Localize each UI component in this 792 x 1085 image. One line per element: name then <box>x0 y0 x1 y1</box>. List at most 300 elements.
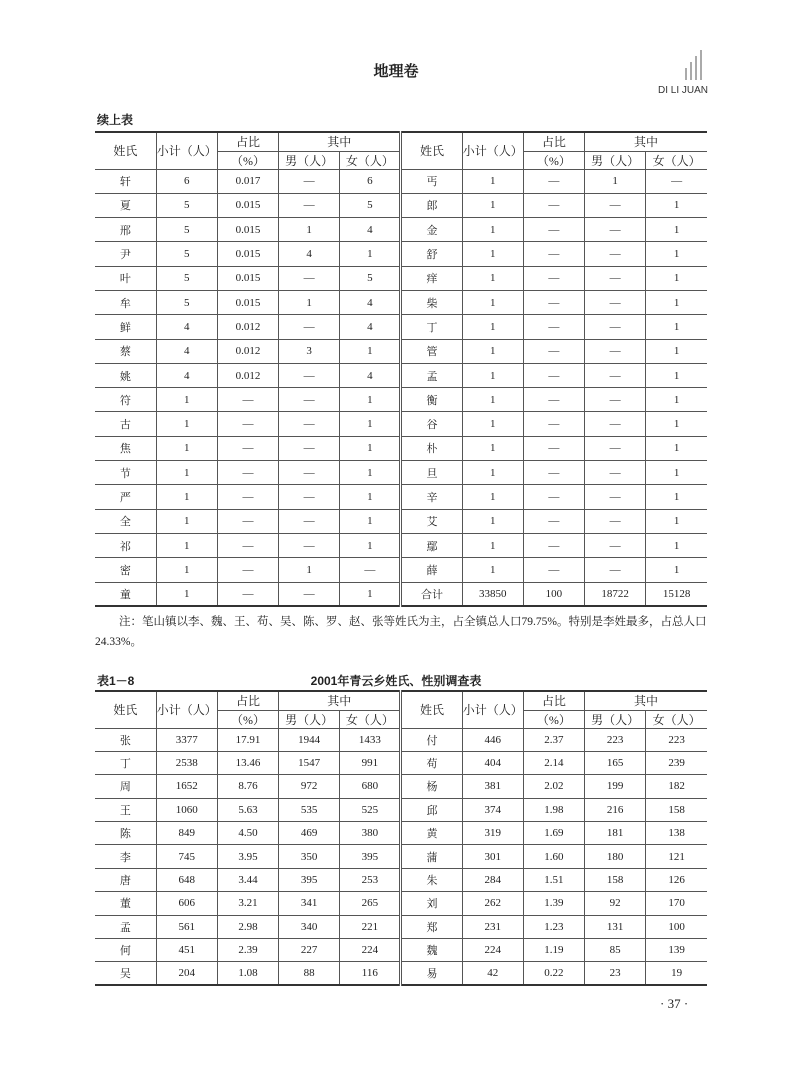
cell-subtotal: 319 <box>462 822 523 845</box>
cell-ratio: — <box>523 509 584 533</box>
header-of-which: 其中 <box>585 132 708 151</box>
cell-male: — <box>585 533 646 557</box>
cell-surname: 付 <box>401 728 462 751</box>
header-subtotal: 小计（人） <box>156 691 217 728</box>
cell-ratio: 0.012 <box>217 339 278 363</box>
cell-ratio: 0.015 <box>217 242 278 266</box>
cell-subtotal: 1 <box>156 582 217 606</box>
cell-ratio: 0.015 <box>217 193 278 217</box>
cell-male: — <box>279 315 340 339</box>
table-row <box>95 485 707 509</box>
cell-female: 139 <box>646 939 707 962</box>
cell-surname: 黄 <box>401 822 462 845</box>
cell-subtotal: 4 <box>156 363 217 387</box>
cell-female: 4 <box>340 218 401 242</box>
table2-title: 2001年青云乡姓氏、性别调查表 <box>310 674 482 688</box>
cell-subtotal: 5 <box>156 218 217 242</box>
cell-surname: 舒 <box>401 242 462 266</box>
cell-subtotal: 6 <box>156 169 217 193</box>
cell-female: 1 <box>646 485 707 509</box>
header-subtotal: 小计（人） <box>462 132 523 169</box>
header-subtotal: 小计（人） <box>156 132 217 169</box>
cell-surname: 郎 <box>401 193 462 217</box>
cell-female: 1 <box>340 582 401 606</box>
cell-ratio: — <box>523 315 584 339</box>
cell-ratio: 3.21 <box>217 892 278 915</box>
cell-male: 181 <box>585 822 646 845</box>
cell-ratio: 3.95 <box>217 845 278 868</box>
cell-surname: 苟 <box>401 751 462 774</box>
cell-surname: 邢 <box>95 218 156 242</box>
cell-male: 18722 <box>585 582 646 606</box>
cell-surname: 衡 <box>401 388 462 412</box>
cell-female: 1 <box>646 461 707 485</box>
cell-ratio: — <box>523 242 584 266</box>
cell-ratio: 100 <box>523 582 584 606</box>
cell-ratio: — <box>523 461 584 485</box>
cell-surname: 邱 <box>401 798 462 821</box>
table-row <box>95 412 707 436</box>
cell-subtotal: 4 <box>156 339 217 363</box>
surname-table-continued <box>95 131 707 607</box>
cell-male: 223 <box>585 728 646 751</box>
cell-surname: 易 <box>401 962 462 985</box>
cell-subtotal: 33850 <box>462 582 523 606</box>
cell-surname: 鄢 <box>401 533 462 557</box>
cell-ratio: 0.012 <box>217 315 278 339</box>
cell-ratio: — <box>523 218 584 242</box>
cell-subtotal: 2538 <box>156 751 217 774</box>
cell-surname: 密 <box>95 558 156 582</box>
cell-subtotal: 1 <box>462 266 523 290</box>
cell-ratio: — <box>217 533 278 557</box>
cell-male: 1 <box>585 169 646 193</box>
cell-surname: 薛 <box>401 558 462 582</box>
cell-surname: 王 <box>95 798 156 821</box>
table2-number: 表1－8 <box>97 674 135 688</box>
cell-ratio: 3.44 <box>217 868 278 891</box>
cell-subtotal: 1 <box>156 412 217 436</box>
cell-ratio: 1.39 <box>523 892 584 915</box>
cell-ratio: 1.69 <box>523 822 584 845</box>
cell-male: — <box>279 436 340 460</box>
cell-subtotal: 1 <box>462 169 523 193</box>
cell-surname: 辛 <box>401 485 462 509</box>
table-row <box>95 582 707 606</box>
cell-ratio: 1.51 <box>523 868 584 891</box>
cell-surname: 朱 <box>401 868 462 891</box>
cell-female: 1 <box>646 242 707 266</box>
cell-subtotal: 1 <box>462 315 523 339</box>
cell-surname: 艾 <box>401 509 462 533</box>
cell-female: 239 <box>646 751 707 774</box>
header-male: 男（人） <box>585 151 646 169</box>
cell-female: 5 <box>340 266 401 290</box>
cell-surname: 孟 <box>401 363 462 387</box>
cell-male: 1944 <box>279 728 340 751</box>
cell-male: — <box>585 242 646 266</box>
header-ratio: 占比 <box>523 132 584 151</box>
cell-surname: 唐 <box>95 868 156 891</box>
cell-surname: 蔡 <box>95 339 156 363</box>
cell-female: 223 <box>646 728 707 751</box>
table-row <box>95 315 707 339</box>
cell-surname: 蒲 <box>401 845 462 868</box>
cell-subtotal: 1 <box>156 485 217 509</box>
cell-male: — <box>279 266 340 290</box>
cell-female: 19 <box>646 962 707 985</box>
cell-female: 116 <box>340 962 401 985</box>
header-surname: 姓氏 <box>401 132 462 169</box>
cell-male: — <box>279 363 340 387</box>
cell-subtotal: 1 <box>462 242 523 266</box>
cell-female: 380 <box>340 822 401 845</box>
cell-subtotal: 849 <box>156 822 217 845</box>
table-row <box>95 798 707 821</box>
cell-subtotal: 404 <box>462 751 523 774</box>
qingyun-surname-table <box>95 690 707 986</box>
header-female: 女（人） <box>646 710 707 728</box>
table-row <box>95 845 707 868</box>
cell-subtotal: 1 <box>156 388 217 412</box>
cell-subtotal: 1 <box>156 558 217 582</box>
table-row <box>95 461 707 485</box>
cell-male: 180 <box>585 845 646 868</box>
table-row <box>95 533 707 557</box>
cell-surname: 轩 <box>95 169 156 193</box>
cell-male: — <box>585 218 646 242</box>
cell-female: 1 <box>646 339 707 363</box>
cell-male: 216 <box>585 798 646 821</box>
cell-subtotal: 1 <box>462 485 523 509</box>
cell-female: 4 <box>340 363 401 387</box>
cell-subtotal: 5 <box>156 266 217 290</box>
cell-subtotal: 1652 <box>156 775 217 798</box>
cell-female: 158 <box>646 798 707 821</box>
cell-subtotal: 1 <box>462 558 523 582</box>
cell-subtotal: 1 <box>462 193 523 217</box>
cell-subtotal: 5 <box>156 242 217 266</box>
cell-subtotal: 1 <box>462 412 523 436</box>
cell-male: — <box>585 485 646 509</box>
cell-subtotal: 446 <box>462 728 523 751</box>
cell-female: 1 <box>340 242 401 266</box>
cell-female: 170 <box>646 892 707 915</box>
cell-male: 1 <box>279 218 340 242</box>
cell-ratio: — <box>523 169 584 193</box>
cell-ratio: 1.98 <box>523 798 584 821</box>
table-row <box>95 892 707 915</box>
cell-female: 1 <box>646 533 707 557</box>
cell-male: 340 <box>279 915 340 938</box>
cell-ratio: 2.14 <box>523 751 584 774</box>
cell-surname: 丐 <box>401 169 462 193</box>
cell-male: 131 <box>585 915 646 938</box>
table-row <box>95 509 707 533</box>
cell-subtotal: 262 <box>462 892 523 915</box>
table-row <box>95 822 707 845</box>
cell-male: 165 <box>585 751 646 774</box>
cell-surname: 丁 <box>401 315 462 339</box>
cell-male: 3 <box>279 339 340 363</box>
cell-ratio: 0.015 <box>217 218 278 242</box>
cell-surname: 郑 <box>401 915 462 938</box>
cell-subtotal: 1 <box>462 388 523 412</box>
cell-ratio: 2.02 <box>523 775 584 798</box>
cell-male: — <box>279 193 340 217</box>
header-surname: 姓氏 <box>401 691 462 728</box>
cell-subtotal: 1 <box>156 533 217 557</box>
cell-surname: 全 <box>95 509 156 533</box>
cell-ratio: 0.015 <box>217 290 278 314</box>
cell-surname: 朴 <box>401 436 462 460</box>
cell-surname: 管 <box>401 339 462 363</box>
cell-surname: 李 <box>95 845 156 868</box>
cell-ratio: — <box>217 582 278 606</box>
cell-surname: 孟 <box>95 915 156 938</box>
cell-female: — <box>340 558 401 582</box>
cell-female: 126 <box>646 868 707 891</box>
cell-male: — <box>585 388 646 412</box>
cell-female: 121 <box>646 845 707 868</box>
cell-surname: 张 <box>95 728 156 751</box>
cell-ratio: — <box>523 533 584 557</box>
cell-surname: 柴 <box>401 290 462 314</box>
cell-male: — <box>279 582 340 606</box>
cell-female: 265 <box>340 892 401 915</box>
cell-female: 1 <box>646 363 707 387</box>
cell-ratio: — <box>217 558 278 582</box>
cell-surname: 姚 <box>95 363 156 387</box>
cell-subtotal: 1 <box>156 436 217 460</box>
cell-subtotal: 5 <box>156 193 217 217</box>
cell-ratio: 1.19 <box>523 939 584 962</box>
header-male: 男（人） <box>279 151 340 169</box>
cell-male: 23 <box>585 962 646 985</box>
cell-surname: 刘 <box>401 892 462 915</box>
cell-surname: 何 <box>95 939 156 962</box>
cell-male: — <box>279 169 340 193</box>
cell-ratio: — <box>523 558 584 582</box>
cell-female: 1 <box>340 533 401 557</box>
header-ratio-unit: （%） <box>217 151 278 169</box>
cell-female: — <box>646 169 707 193</box>
cell-female: 1 <box>646 412 707 436</box>
cell-female: 1 <box>646 558 707 582</box>
cell-subtotal: 561 <box>156 915 217 938</box>
cell-female: 1 <box>340 388 401 412</box>
cell-subtotal: 5 <box>156 290 217 314</box>
cell-subtotal: 1 <box>462 218 523 242</box>
running-head: 地理卷 <box>373 64 419 80</box>
cell-female: 1 <box>340 412 401 436</box>
table-row <box>95 939 707 962</box>
cell-subtotal: 1 <box>462 509 523 533</box>
cell-female: 100 <box>646 915 707 938</box>
cell-female: 4 <box>340 315 401 339</box>
cell-subtotal: 1 <box>156 509 217 533</box>
cell-surname: 符 <box>95 388 156 412</box>
cell-female: 6 <box>340 169 401 193</box>
cell-subtotal: 4 <box>156 315 217 339</box>
cell-female: 221 <box>340 915 401 938</box>
cell-surname: 夏 <box>95 193 156 217</box>
cell-female: 1 <box>340 509 401 533</box>
cell-subtotal: 231 <box>462 915 523 938</box>
table-row <box>95 868 707 891</box>
cell-surname: 牟 <box>95 290 156 314</box>
cell-ratio: — <box>523 485 584 509</box>
cell-ratio: — <box>523 388 584 412</box>
cell-female: 1 <box>646 218 707 242</box>
cell-surname: 尹 <box>95 242 156 266</box>
cell-female: 525 <box>340 798 401 821</box>
cell-ratio: — <box>523 436 584 460</box>
cell-male: — <box>585 363 646 387</box>
cell-male: — <box>279 485 340 509</box>
table-row <box>95 218 707 242</box>
cell-surname: 周 <box>95 775 156 798</box>
table-row <box>95 193 707 217</box>
cell-ratio: 0.22 <box>523 962 584 985</box>
cell-female: 1 <box>646 193 707 217</box>
header-ratio: 占比 <box>523 691 584 710</box>
cell-ratio: — <box>523 290 584 314</box>
page-number: · 37 · <box>660 996 689 1011</box>
table-row <box>95 388 707 412</box>
table-row <box>95 915 707 938</box>
cell-male: 535 <box>279 798 340 821</box>
cell-male: — <box>585 315 646 339</box>
cell-surname: 吴 <box>95 962 156 985</box>
cell-male: — <box>279 388 340 412</box>
cell-subtotal: 42 <box>462 962 523 985</box>
cell-male: 350 <box>279 845 340 868</box>
cell-subtotal: 1 <box>462 436 523 460</box>
cell-surname: 合计 <box>401 582 462 606</box>
table-row <box>95 436 707 460</box>
cell-ratio: — <box>523 193 584 217</box>
cell-male: — <box>585 558 646 582</box>
cell-ratio: 17.91 <box>217 728 278 751</box>
cell-male: — <box>279 509 340 533</box>
cell-ratio: — <box>523 266 584 290</box>
cell-ratio: 0.017 <box>217 169 278 193</box>
cell-male: — <box>279 412 340 436</box>
cell-surname: 痒 <box>401 266 462 290</box>
table-row <box>95 558 707 582</box>
cell-ratio: 1.60 <box>523 845 584 868</box>
cell-female: 1 <box>340 485 401 509</box>
cell-subtotal: 1060 <box>156 798 217 821</box>
table-row <box>95 339 707 363</box>
table-row <box>95 728 707 751</box>
cell-female: 253 <box>340 868 401 891</box>
cell-ratio: 8.76 <box>217 775 278 798</box>
cell-female: 991 <box>340 751 401 774</box>
header-ratio-unit: （%） <box>523 710 584 728</box>
header-ratio-unit: （%） <box>523 151 584 169</box>
cell-male: — <box>585 266 646 290</box>
cell-surname: 节 <box>95 461 156 485</box>
cell-ratio: — <box>523 412 584 436</box>
cell-surname: 谷 <box>401 412 462 436</box>
cell-female: 1 <box>646 266 707 290</box>
cell-surname: 陈 <box>95 822 156 845</box>
logo-text: DI LI JUAN <box>657 85 708 96</box>
cell-subtotal: 374 <box>462 798 523 821</box>
cell-ratio: — <box>217 461 278 485</box>
cell-subtotal: 1 <box>462 533 523 557</box>
cell-male: — <box>585 290 646 314</box>
header-female: 女（人） <box>646 151 707 169</box>
cell-male: — <box>279 533 340 557</box>
cell-female: 1 <box>340 436 401 460</box>
cell-ratio: 2.39 <box>217 939 278 962</box>
cell-male: 88 <box>279 962 340 985</box>
header-subtotal: 小计（人） <box>462 691 523 728</box>
table-row <box>95 751 707 774</box>
cell-male: 227 <box>279 939 340 962</box>
cell-subtotal: 648 <box>156 868 217 891</box>
cell-ratio: 0.012 <box>217 363 278 387</box>
cell-surname: 祁 <box>95 533 156 557</box>
cell-surname: 童 <box>95 582 156 606</box>
cell-ratio: 2.98 <box>217 915 278 938</box>
cell-male: — <box>585 461 646 485</box>
cell-female: 395 <box>340 845 401 868</box>
cell-female: 1 <box>340 339 401 363</box>
cell-male: 1 <box>279 290 340 314</box>
header-surname: 姓氏 <box>95 132 156 169</box>
cell-male: — <box>585 436 646 460</box>
header-ratio: 占比 <box>217 691 278 710</box>
cell-subtotal: 204 <box>156 962 217 985</box>
header-of-which: 其中 <box>585 691 708 710</box>
cell-ratio: 5.63 <box>217 798 278 821</box>
cell-male: 469 <box>279 822 340 845</box>
cell-subtotal: 224 <box>462 939 523 962</box>
cell-surname: 旦 <box>401 461 462 485</box>
cell-subtotal: 1 <box>156 461 217 485</box>
cell-male: 4 <box>279 242 340 266</box>
cell-male: 92 <box>585 892 646 915</box>
cell-male: 85 <box>585 939 646 962</box>
cell-female: 138 <box>646 822 707 845</box>
cell-male: — <box>585 509 646 533</box>
cell-female: 1 <box>646 436 707 460</box>
table-row <box>95 363 707 387</box>
cell-surname: 焦 <box>95 436 156 460</box>
volume-logo <box>652 48 708 100</box>
header-of-which: 其中 <box>279 132 401 151</box>
cell-female: 1433 <box>340 728 401 751</box>
cell-subtotal: 381 <box>462 775 523 798</box>
cell-ratio: 13.46 <box>217 751 278 774</box>
cell-surname: 丁 <box>95 751 156 774</box>
cell-subtotal: 606 <box>156 892 217 915</box>
cell-ratio: 1.08 <box>217 962 278 985</box>
cell-female: 1 <box>646 388 707 412</box>
cell-male: 341 <box>279 892 340 915</box>
cell-surname: 杨 <box>401 775 462 798</box>
cell-female: 182 <box>646 775 707 798</box>
table-note: 注：笔山镇以李、魏、王、苟、吴、陈、罗、赵、张等姓氏为主，占全镇总人口79.75%。特别是李姓最多，占总人口24.33%。 <box>95 616 707 648</box>
cell-male: 972 <box>279 775 340 798</box>
cell-male: — <box>585 412 646 436</box>
cell-male: 1547 <box>279 751 340 774</box>
cell-female: 1 <box>646 315 707 339</box>
